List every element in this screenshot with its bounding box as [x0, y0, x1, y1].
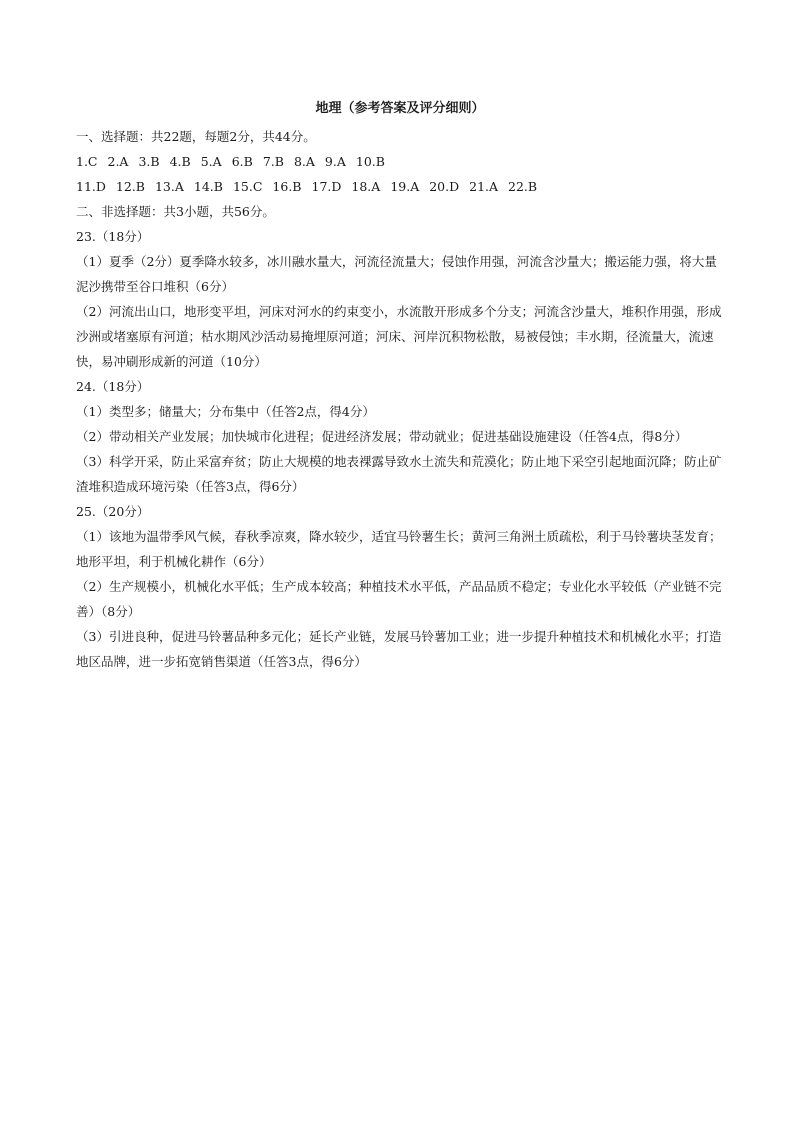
answer-16: 16.B [272, 179, 302, 194]
answer-11: 11.D [76, 179, 106, 194]
question-23-part-2: （2）河流出山口，地形变平坦，河床对河水的约束变小，水流散开形成多个分支；河流含沙量大，堆积作用强，形成沙洲或堵塞原有河道；枯水期风沙活动易掩埋原河道；河床、河岸沉积物松散，易被侵蚀；丰水期，径流量大，流速快，易冲刷形成新的河道（10分） [76, 304, 722, 369]
answer-5: 5.A [200, 154, 222, 169]
answer-9: 9.A [324, 154, 346, 169]
question-25-part-2: （2）生产规模小，机械化水平低；生产成本较高；种植技术水平低，产品品质不稳定；专业化水平较低（产业链不完善）（8分） [76, 579, 722, 619]
question-24-part-2: （2）带动相关产业发展；加快城市化进程；促进经济发展；带动就业；促进基础设施建设（任答4点，得8分） [76, 429, 688, 444]
question-24-part-3: （3）科学开采，防止采富弃贫；防止大规模的地表裸露导致水土流失和荒漠化；防止地下采空引起地面沉降；防止矿渣堆积造成环境污染（任答3点，得6分） [76, 454, 722, 494]
answer-19: 19.A [390, 179, 420, 194]
question-23-header: 23.（18分） [76, 229, 150, 244]
answer-21: 21.A [469, 179, 499, 194]
answer-7: 7.B [262, 154, 284, 169]
answer-14: 14.B [193, 179, 223, 194]
choice-answers-row-1 [76, 149, 724, 174]
answer-10: 10.B [355, 154, 385, 169]
choice-answers-row-2 [76, 174, 724, 199]
question-25-header: 25.（20分） [76, 504, 150, 519]
question-24-header: 24.（18分） [76, 379, 150, 394]
answer-22: 22.B [508, 179, 538, 194]
question-23-part-1: （1）夏季（2分）夏季降水较多，冰川融水量大，河流径流量大；侵蚀作用强，河流含沙量大；搬运能力强，将大量泥沙携带至谷口堆积（6分） [76, 254, 717, 294]
answer-17: 17.D [311, 179, 342, 194]
answer-6: 6.B [231, 154, 253, 169]
answer-15: 15.C [232, 179, 263, 194]
answer-18: 18.A [351, 179, 381, 194]
answer-3: 3.B [138, 154, 160, 169]
question-24-part-1: （1）类型多；储量大；分布集中（任答2点，得4分） [76, 404, 375, 419]
answer-12: 12.B [115, 179, 145, 194]
answer-2: 2.A [107, 154, 129, 169]
section-nonchoice-header: 二、非选择题：共3小题，共56分。 [76, 204, 275, 219]
answer-8: 8.A [293, 154, 315, 169]
answer-1: 1.C [76, 154, 98, 169]
document-title: 地理（参考答案及评分细则） [315, 101, 485, 116]
answer-13: 13.A [154, 179, 184, 194]
question-25-part-1: （1）该地为温带季风气候，春秋季凉爽，降水较少，适宜马铃薯生长；黄河三角洲土质疏松，利于马铃薯块茎发育；地形平坦，利于机械化耕作（6分） [76, 529, 722, 569]
answer-20: 20.D [429, 179, 460, 194]
section-choice-header: 一、选择题：共22题，每题2分，共44分。 [76, 129, 316, 144]
question-25-part-3: （3）引进良种，促进马铃薯品种多元化；延长产业链，发展马铃薯加工业；进一步提升种植技术和机械化水平；打造地区品牌，进一步拓宽销售渠道（任答3点，得6分） [76, 629, 722, 669]
answer-4: 4.B [169, 154, 191, 169]
